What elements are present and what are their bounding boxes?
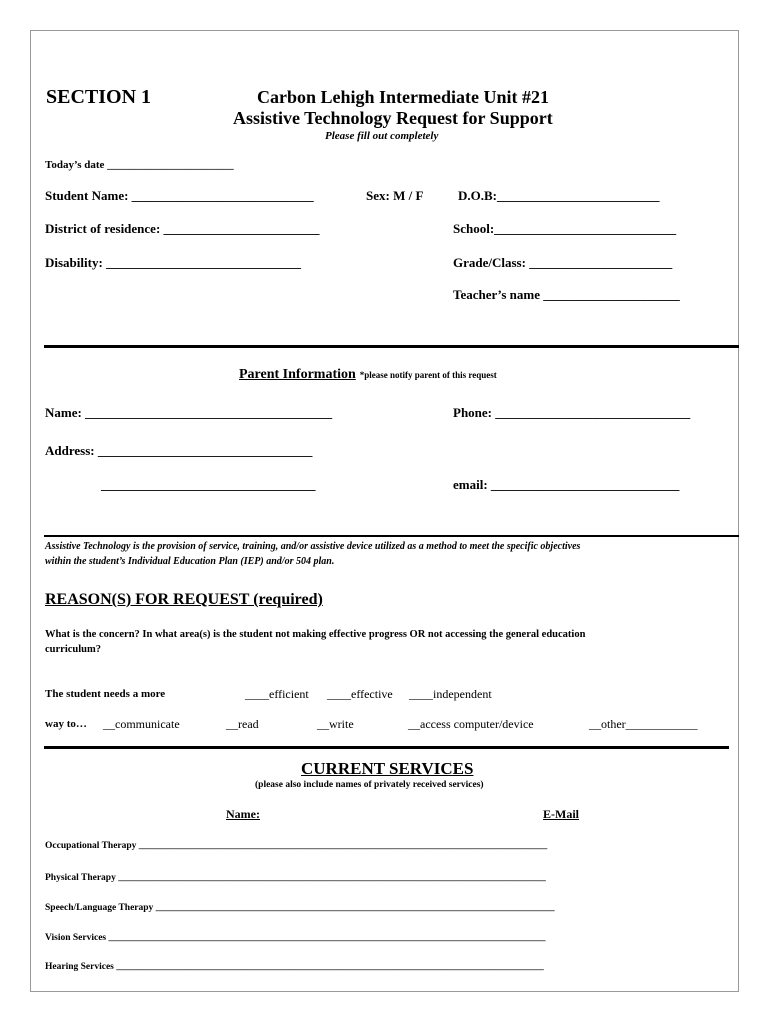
sex-field[interactable]: Sex: M / F [366, 188, 424, 203]
section-label: SECTION 1 [46, 86, 152, 108]
dob-field[interactable]: D.O.B:_________________________ [458, 188, 660, 203]
way-to-label: way to… [45, 718, 87, 730]
form-subtitle: Please fill out completely [325, 130, 439, 142]
form-title: Assistive Technology Request for Support [233, 108, 553, 128]
hearing-services-row[interactable]: Hearing Services __________________________________________________________________________________________ [45, 962, 544, 972]
concern-question-line2: curriculum? [45, 644, 101, 655]
independent-option[interactable]: ____independent [409, 687, 492, 701]
reason-heading: REASON(S) FOR REQUEST (required) [45, 591, 323, 608]
at-definition-line1: Assistive Technology is the provision of service, training, and/or assistive device utilized as a method to meet the specific objectives [45, 541, 581, 552]
access-computer-option[interactable]: __access computer/device [408, 717, 534, 731]
grade-class-field[interactable]: Grade/Class: ______________________ [453, 255, 673, 270]
parent-phone-field[interactable]: Phone: ______________________________ [453, 405, 691, 420]
column-name-header: Name: [226, 807, 260, 821]
write-option[interactable]: __write [317, 717, 354, 731]
parent-notify-note: *please notify parent of this request [359, 370, 497, 380]
column-email-header: E-Mail [543, 807, 579, 821]
parent-address-line2[interactable]: _________________________________ [101, 477, 316, 492]
speech-language-therapy-row[interactable]: Speech/Language Therapy ____________________________________________________________________________________ [45, 903, 555, 913]
section-divider [44, 345, 739, 348]
teacher-name-field[interactable]: Teacher’s name _____________________ [453, 287, 680, 302]
communicate-option[interactable]: __communicate [103, 717, 180, 731]
section-divider [44, 535, 739, 537]
todays-date-field[interactable]: Today’s date _______________________ [45, 159, 234, 171]
section-divider [44, 746, 729, 749]
occupational-therapy-row[interactable]: Occupational Therapy ______________________________________________________________________________________ [45, 841, 548, 851]
organization-name: Carbon Lehigh Intermediate Unit #21 [257, 87, 549, 107]
vision-services-row[interactable]: Vision Services ____________________________________________________________________________________________ [45, 933, 546, 943]
efficient-option[interactable]: ____efficient [245, 687, 309, 701]
read-option[interactable]: __read [226, 717, 259, 731]
other-option[interactable]: __other____________ [589, 717, 698, 731]
parent-email-field[interactable]: email: _____________________________ [453, 477, 680, 492]
parent-name-field[interactable]: Name: ______________________________________ [45, 405, 333, 420]
current-services-heading: CURRENT SERVICES [301, 759, 474, 778]
parent-address-field[interactable]: Address: _________________________________ [45, 443, 313, 458]
district-field[interactable]: District of residence: ________________________ [45, 221, 320, 236]
physical-therapy-row[interactable]: Physical Therapy __________________________________________________________________________________________ [45, 873, 546, 883]
concern-question-line1: What is the concern? In what area(s) is the student not making effective progress OR not accessing the general education [45, 629, 586, 640]
services-note: (please also include names of privately received services) [255, 780, 484, 790]
parent-info-heading: Parent Information [239, 367, 356, 382]
student-name-field[interactable]: Student Name: ____________________________ [45, 188, 314, 203]
disability-field[interactable]: Disability: ______________________________ [45, 255, 302, 270]
at-definition-line2: within the student’s Individual Education Plan (IEP) and/or 504 plan. [45, 556, 335, 567]
effective-option[interactable]: ____effective [327, 687, 393, 701]
school-field[interactable]: School:____________________________ [453, 221, 677, 236]
parent-info-heading-row [239, 365, 497, 383]
needs-label: The student needs a more [45, 688, 166, 700]
